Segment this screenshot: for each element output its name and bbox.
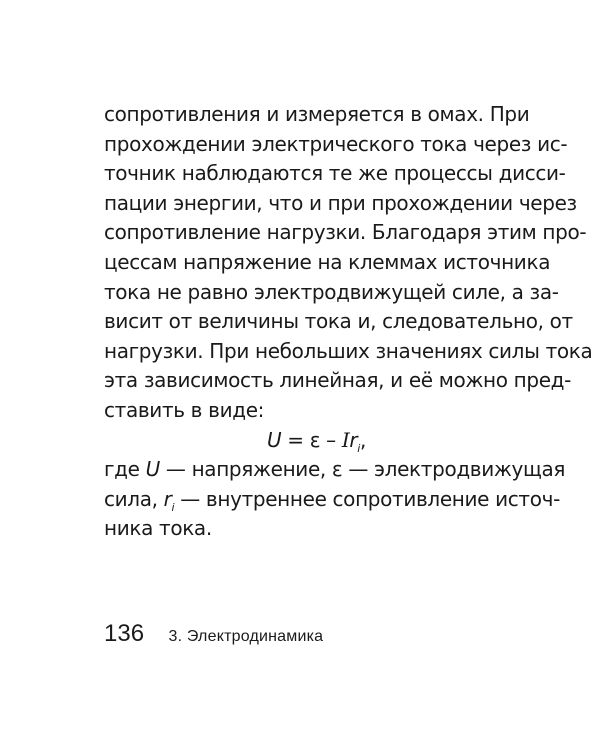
resistance-subscript: i <box>171 500 175 514</box>
text-line: сопротивления и измеряется в омах. При <box>104 102 530 126</box>
formula-operator: = ε – <box>281 427 342 452</box>
formula-subscript: i <box>357 441 360 455</box>
text-fragment: где <box>104 457 146 482</box>
resistance-symbol: r <box>163 486 172 511</box>
chapter-title: 3. Электродинамика <box>168 628 324 645</box>
text-line <box>104 455 566 485</box>
text-line: ставить в виде: <box>104 397 265 422</box>
formula-trailing-comma: , <box>360 427 367 452</box>
text-line: тока не равно электродвижущей силе, а за- <box>104 279 559 304</box>
text-line: точник наблюдаются те же процессы дисси- <box>104 161 566 186</box>
text-fragment: — напряжение, ε — электродвижущая <box>159 457 566 482</box>
text-line: эта зависимость линейная, и её можно пред- <box>104 368 572 393</box>
text-line: ника тока. <box>104 516 212 541</box>
formula-resistance-symbol: r <box>349 427 358 452</box>
formula <box>104 426 511 456</box>
text-line: сопротивление нагрузки. Благодаря этим про- <box>104 220 587 245</box>
page-number: 136 <box>104 620 145 647</box>
voltage-symbol: U <box>145 457 160 482</box>
text-fragment: — внутреннее сопротивление источ- <box>174 486 560 511</box>
text-fragment: сила, <box>104 486 164 511</box>
body-text <box>104 100 593 544</box>
page-footer <box>104 620 323 648</box>
text-line: пации энергии, что и при прохождении через <box>104 190 577 215</box>
text-line: нагрузки. При небольших значениях силы тока <box>104 338 593 363</box>
formula-voltage-symbol: U <box>266 427 282 452</box>
text-line: висит от величины тока и, следовательно, от <box>104 309 573 334</box>
text-line: прохождении электрического тока через ис- <box>104 131 568 156</box>
formula-current-symbol: I <box>341 427 350 452</box>
text-line <box>104 485 560 515</box>
text-line: цессам напряжение на клеммах источника <box>104 249 551 274</box>
